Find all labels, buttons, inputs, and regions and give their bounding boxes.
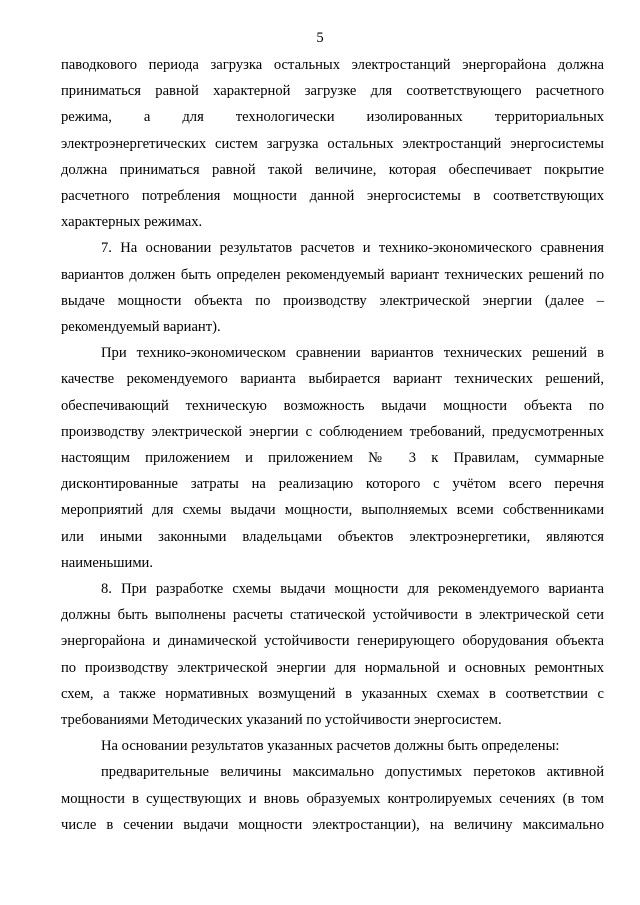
paragraph-continuation	[61, 52, 604, 235]
text-line: приниматься равной характерной загрузке для соответствующего расчетного	[61, 83, 604, 100]
paragraph-comparison	[61, 340, 604, 576]
text-line: При технико-экономическом сравнении вариантов технических решений в	[101, 345, 604, 362]
text-line: настоящим приложением и приложением № 3 к Правилам, суммарные	[61, 450, 604, 467]
text-line: режима, а для технологически изолированных территориальных	[61, 109, 604, 126]
text-line: должны быть выполнены расчеты статической устойчивости в электрической сети	[61, 607, 604, 624]
text-line: дисконтированные затраты на реализацию которого с учётом всего перечня	[61, 476, 604, 493]
text-line: предварительные величины максимально допустимых перетоков активной	[101, 764, 604, 781]
text-line: по производству электрической энергии для нормальной и основных ремонтных	[61, 659, 604, 676]
document-body	[61, 52, 604, 838]
text-line: схем, а также нормативных возмущений в указанных схемах в соответствии с	[61, 685, 604, 702]
text-line: рекомендуемый вариант).	[61, 319, 221, 336]
text-line: 7. На основании результатов расчетов и технико-экономического сравнения	[101, 240, 604, 257]
paragraph-determined	[61, 733, 604, 759]
text-line: мероприятий для схемы выдачи мощности, выполняемых всеми собственниками	[61, 502, 604, 519]
text-line: числе в сечении выдачи мощности электростанции), на величину максимально	[61, 816, 604, 833]
text-line: На основании результатов указанных расчетов должны быть определены:	[101, 738, 560, 755]
paragraph-item-7	[61, 235, 604, 340]
text-line: характерных режимах.	[61, 214, 203, 231]
paragraph-item-8	[61, 576, 604, 733]
text-line: паводкового периода загрузка остальных электростанций энергорайона должна	[61, 57, 604, 73]
text-line: обеспечивающий техническую возможность выдачи мощности объекта по	[61, 397, 604, 414]
text-line: выдаче мощности объекта по производству электрической энергии (далее –	[61, 292, 604, 309]
text-line: вариантов должен быть определен рекомендуемый вариант технических решений по	[61, 266, 604, 283]
text-line: требованиями Методических указаний по устойчивости энергосистем.	[61, 712, 502, 729]
page-number: 5	[316, 30, 324, 46]
text-line: расчетного потребления мощности данной энергосистемы в соответствующих	[61, 188, 604, 205]
text-line: электроэнергетических систем загрузка остальных электростанций энергосистемы	[61, 135, 604, 152]
text-line: производству электрической энергии с соблюдением требований, предусмотренных	[61, 423, 604, 440]
paragraph-preliminary-values	[61, 759, 604, 838]
text-line: или иными законными владельцами объектов электроэнергетики, являются	[61, 528, 604, 545]
text-line: качестве рекомендуемого варианта выбирается вариант технических решений,	[61, 371, 604, 388]
text-line: мощности в существующих и вновь образуемых контролируемых сечениях (в том	[61, 790, 604, 807]
text-line: наименьшими.	[61, 554, 154, 571]
text-line: 8. При разработке схемы выдачи мощности для рекомендуемого варианта	[101, 581, 604, 598]
text-line: энергорайона и динамической устойчивости генерирующего оборудования объекта	[61, 633, 604, 650]
text-line: должна приниматься равной такой величине, которая обеспечивает покрытие	[61, 161, 604, 178]
